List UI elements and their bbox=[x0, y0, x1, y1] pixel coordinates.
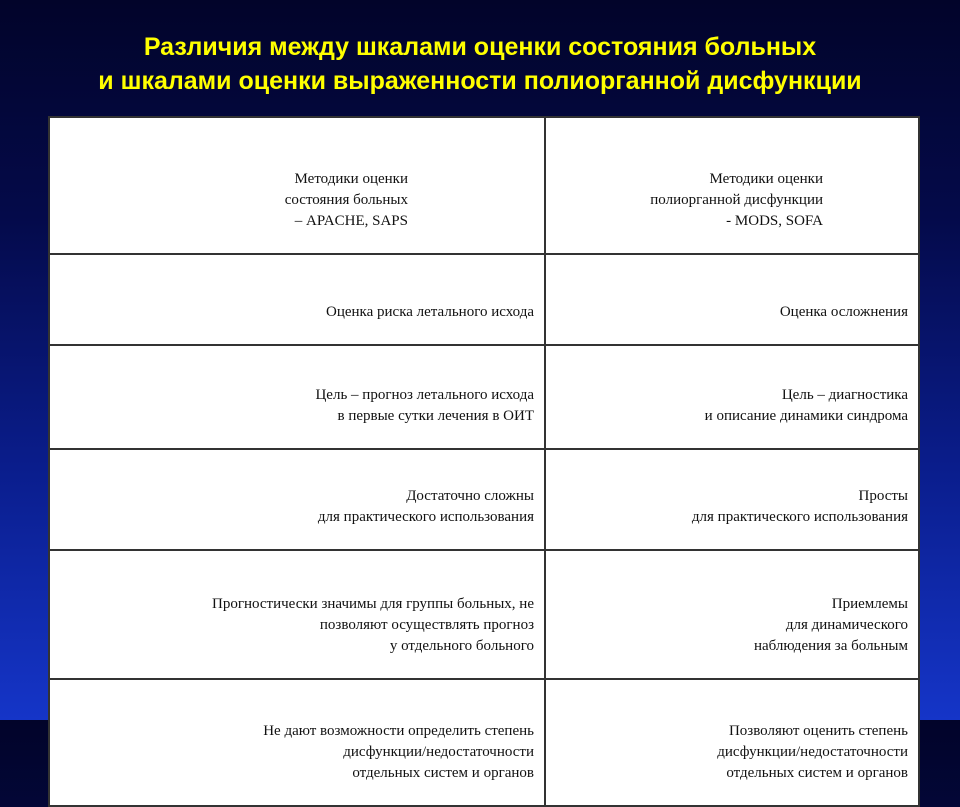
table-header-row bbox=[49, 117, 919, 254]
table-cell-left bbox=[49, 449, 545, 550]
cell-text: Прогностически значимы для группы больных, не позволяют осуществлять прогноз у отдельного больного bbox=[212, 596, 534, 654]
cell-text: Приемлемы для динамического наблюдения за больным bbox=[753, 596, 908, 654]
table-row bbox=[49, 449, 919, 550]
table-cell-right bbox=[545, 449, 919, 550]
header-cell-severity-scales bbox=[49, 117, 545, 254]
table-cell-right bbox=[545, 550, 919, 679]
table-cell-left bbox=[49, 550, 545, 679]
table-row bbox=[49, 679, 919, 806]
header-text-organ-dysfunction-scales: Методики оценки полиорганной дисфункции - MODS, SOFA bbox=[650, 171, 823, 229]
table-row bbox=[49, 345, 919, 449]
cell-text: Цель – прогноз летального исхода в первые сутки лечения в ОИТ bbox=[315, 387, 534, 424]
cell-text: Не дают возможности определить степень дисфункции/недостаточности отдельных систем и органов bbox=[263, 723, 534, 781]
cell-text: Оценка осложнения bbox=[779, 304, 908, 320]
table-row bbox=[49, 550, 919, 679]
table-row bbox=[49, 254, 919, 345]
slide-title-line-1: Различия между шкалами оценки состояния больных bbox=[143, 33, 817, 61]
table-cell-right bbox=[545, 254, 919, 345]
cell-text: Достаточно сложны для практического использования bbox=[317, 488, 534, 525]
header-text-severity-scales: Методики оценки состояния больных – APACHE, SAPS bbox=[284, 171, 408, 229]
cell-text: Просты для практического использования bbox=[691, 488, 908, 525]
slide-title-line-2: и шкалами оценки выраженности полиорганной дисфункции bbox=[98, 67, 862, 95]
cell-text: Оценка риска летального исхода bbox=[326, 304, 534, 320]
table-cell-left bbox=[49, 679, 545, 806]
cell-text: Позволяют оценить степень дисфункции/недостаточности отдельных систем и органов bbox=[717, 723, 908, 781]
cell-text: Цель – диагностика и описание динамики синдрома bbox=[704, 387, 908, 424]
table-cell-right bbox=[545, 345, 919, 449]
slide-title bbox=[0, 30, 960, 98]
table-cell-right bbox=[545, 679, 919, 806]
comparison-table bbox=[48, 116, 920, 807]
table-cell-left bbox=[49, 254, 545, 345]
header-cell-organ-dysfunction-scales bbox=[545, 117, 919, 254]
table-cell-left bbox=[49, 345, 545, 449]
